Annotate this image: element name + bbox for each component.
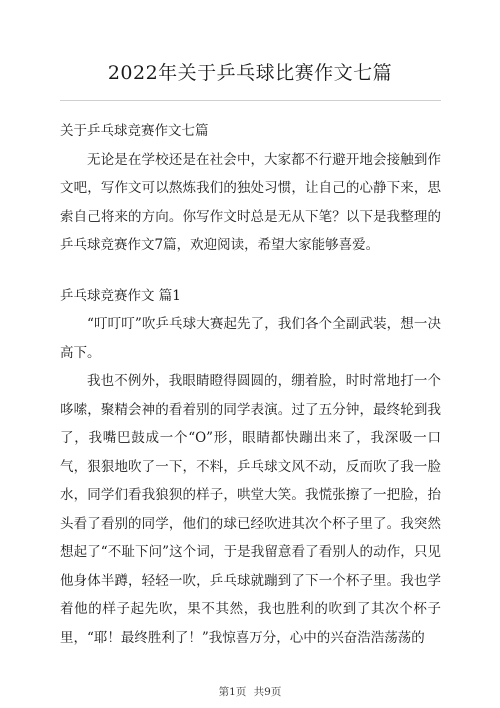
page-total: 共9页 [253,686,282,698]
document-subtitle: 关于乒乓球竞赛作文七篇 [60,123,209,139]
document-title: 2022年关于乒乓球比赛作文七篇 [107,62,393,84]
body-paragraph: “叮叮叮”吹乒乓球大赛起先了，我们各个全副武装，想一决高下。 [60,316,441,361]
body-paragraph: 我也不例外，我眼睛瞪得圆圆的，绷着脸，时时常地打一个哆嗦，聚精会神的看着别的同学表演。过了五分钟，最终轮到我了，我嘴巴鼓成一个“O”形，眼睛都快蹦出来了，我深吸一口气，狠狠地吹了一下，不料，乒乓球文风不动，反而吹了我一脸水，同学们看我狼狈的样子，哄堂大笑。我慌张擦了一把脸，抬头看了看别的同学，他们的球已经吹进其次个杯子里了。我突然想起了“不耻下问”这个词，于是我留意看了看别人的动作，只见他身体半蹲，轻轻一吹，乒乓球就蹦到了下一个杯子里。我也学着他的样子起先吹，果不其然，我也胜利的吹到了其次个杯子里，“耶！最终胜利了！”我惊喜万分，心中的兴奋浩浩荡荡的 [60,373,441,646]
paragraph-gap [60,260,441,282]
title-divider [60,100,441,101]
page-footer [0,684,500,699]
page-number: 第1页 [218,686,247,698]
document-body [60,117,441,652]
section-heading: 乒乓球竞赛作文 篇1 [60,287,181,304]
intro-paragraph: 无论是在学校还是在社会中，大家都不行避开地会接触到作文吧，写作文可以熬炼我们的独处习惯，让自己的心静下来，思索自己将来的方向。你写作文时总是无从下笔？以下是我整理的乒乓球竞赛作文7篇，欢迎阅读，希望大家能够喜爱。 [60,151,441,253]
